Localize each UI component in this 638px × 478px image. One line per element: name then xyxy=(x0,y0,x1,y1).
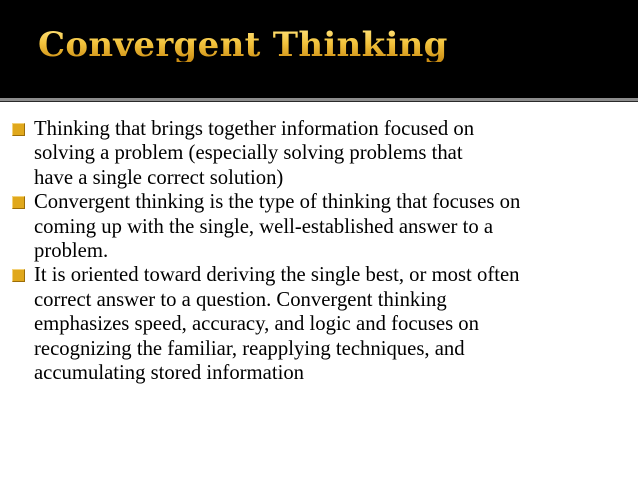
bullet-item xyxy=(12,190,632,263)
title-bar xyxy=(0,0,638,98)
slide-title: Convergent Thinking xyxy=(38,25,448,65)
bullet-line: It is oriented toward deriving the single best, or most often xyxy=(34,264,520,287)
bullet-line: accumulating stored information xyxy=(34,362,305,385)
bullet-line: emphasizes speed, accuracy, and logic and focuses on xyxy=(34,313,479,336)
square-bullet-icon xyxy=(12,196,25,209)
bullet-line: recognizing the familiar, reapplying techniques, and xyxy=(34,337,465,360)
bullet-line: solving a problem (especially solving problems that xyxy=(34,142,463,165)
bullet-line: problem. xyxy=(34,240,109,263)
bullet-line: coming up with the single, well-established answer to a xyxy=(34,215,494,238)
bullet-line: Thinking that brings together information focused on xyxy=(34,118,475,140)
square-bullet-icon xyxy=(12,123,25,136)
title-divider-shadow xyxy=(0,101,638,102)
bullet-line: Convergent thinking is the type of thinking that focuses on xyxy=(34,191,521,214)
bullet-line: have a single correct solution) xyxy=(34,166,284,189)
square-bullet-icon xyxy=(12,269,25,282)
bullet-item xyxy=(12,117,632,190)
bullet-item xyxy=(12,263,632,385)
bullet-list xyxy=(12,117,632,385)
bullet-line: correct answer to a question. Convergent thinking xyxy=(34,288,447,311)
